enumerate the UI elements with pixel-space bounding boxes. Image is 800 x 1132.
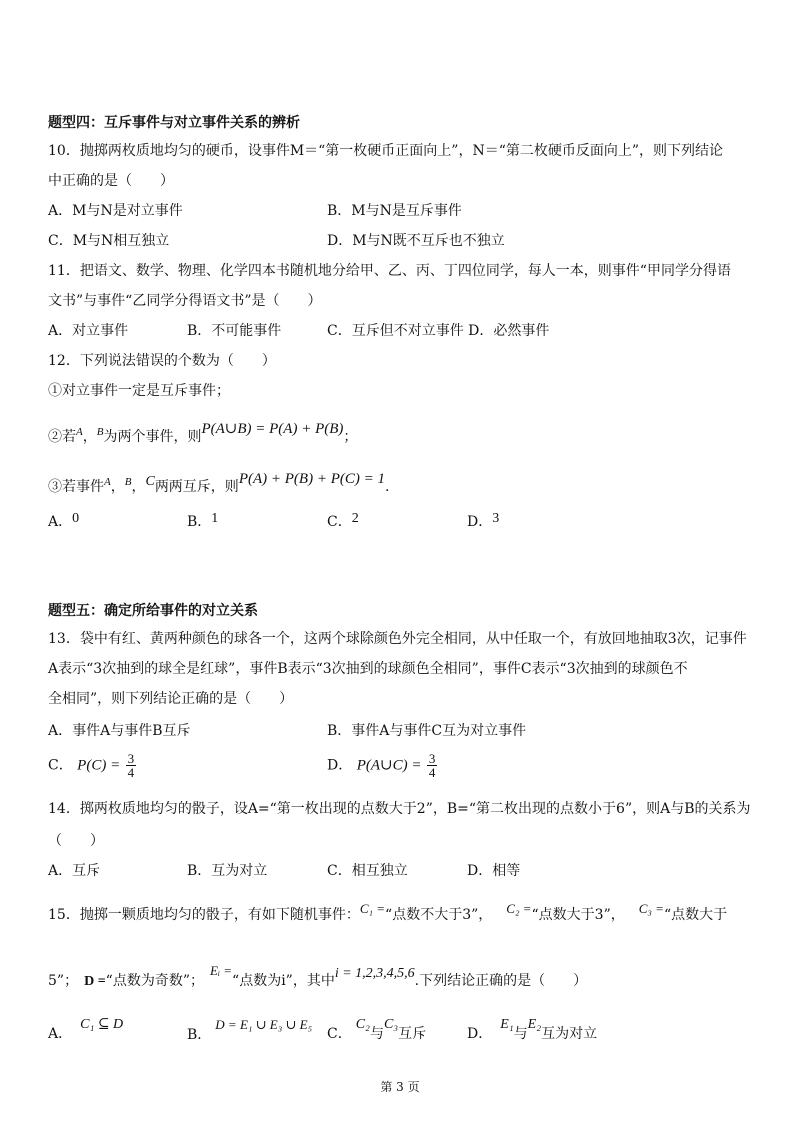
q15-option-c: C．C₂与C₃互斥 (327, 1017, 427, 1042)
q13-option-b: B．事件A与事件C互为对立事件 (327, 723, 527, 739)
q13-stem-line2: A表示“3次抽到的球全是红球”，事件B表示“3次抽到的球颜色全相同”，事件C表示“3次抽到的球颜色不 (48, 661, 688, 677)
q12-stem: 12．下列说法错误的个数为（ ） (48, 353, 276, 369)
fraction: $\frac{3}{4}$ (127, 751, 135, 780)
q12-formula-2: P(A) + P(B) + P(C) = 1 (238, 471, 385, 487)
q10-option-b: B．M与N是互斥事件 (327, 203, 462, 219)
q11-stem-line2: 文书”与事件“乙同学分得语文书”是（ ） (48, 293, 322, 309)
q12-formula-1: P(A∪B) = P(A) + P(B) (201, 421, 344, 437)
q13-option-d: D． P(A∪C) = $\frac{3}{4}$ (327, 751, 436, 780)
q10-stem-line1: 10．抛掷两枚质地均匀的硬币，设事件M＝“第一枚硬币正面向上”，N＝“第二枚硬币反面向上”，则下列结论 (48, 143, 724, 159)
q15-option-a: A．C₁ ⊆ D (48, 1017, 124, 1042)
page-number: 第 3 页 (380, 1080, 420, 1094)
q12-option-a: A．0 (48, 511, 80, 530)
q10-option-a: A．M与N是对立事件 (48, 203, 183, 219)
q12-statement-3: ③若事件$^A$，$^B$，C两两互斥，则P(A) + P(B) + P(C) = 1. (48, 471, 390, 495)
q10-option-d: D．M与N既不互斥也不独立 (327, 233, 505, 249)
q11-option-b: B．不可能事件 (187, 323, 282, 339)
q13-option-a: A．事件A与事件B互斥 (48, 723, 191, 739)
q13-stem-line3: 全相同”，则下列结论正确的是（ ） (48, 691, 294, 707)
q15-option-b: B．D = E₁ ∪ E₃ ∪ E₅ (187, 1017, 313, 1043)
q14-option-d: D．相等 (467, 863, 521, 879)
q14-option-b: B．互为对立 (187, 863, 268, 879)
q15-option-d: D．E₁与E₂互为对立 (467, 1017, 598, 1042)
q11-option-a: A．对立事件 (48, 323, 129, 339)
q11-stem-line1: 11．把语文、数学、物理、化学四本书随机地分给甲、乙、丙、丁四位同学，每人一本，则事件“甲同学分得语 (48, 263, 731, 279)
q12-option-b: B．1 (187, 511, 219, 530)
q14-option-c: C．相互独立 (327, 863, 408, 879)
q12-option-d: D．3 (467, 511, 500, 530)
section-4-heading: 题型四：互斥事件与对立事件关系的辨析 (48, 115, 300, 131)
q13-option-c: C． P(C) = $\frac{3}{4}$ (48, 751, 135, 780)
q11-option-c-d: C．互斥但不对立事件 D．必然事件 (327, 323, 550, 339)
q15-stem-line1: 15．抛掷一颗质地均匀的骰子，有如下随机事件：C₁ =“点数不大于3”， C₂ =“点数大于3”， C₃ =“点数大于 (48, 901, 728, 923)
q12-statement-1: ①对立事件一定是互斥事件； (48, 383, 230, 399)
q12-option-c: C．2 (327, 511, 359, 530)
q14-stem-line1: 14．掷两枚质地均匀的骰子，设A=“第一枚出现的点数大于2”，B=“第二枚出现的点数小于6”，则A与B的关系为 (48, 801, 751, 817)
q14-stem-line2: （ ） (48, 833, 104, 849)
section-5-heading: 题型五：确定所给事件的对立关系 (48, 603, 258, 619)
q10-option-c: C．M与N相互独立 (48, 233, 170, 249)
q12-statement-2: ②若$^A$，$^B$为两个事件，则P(A∪B) = P(A) + P(B)； (48, 421, 358, 445)
q10-stem-line2: 中正确的是（ ） (48, 173, 174, 189)
q13-stem-line1: 13．袋中有红、黄两种颜色的球各一个，这两个球除颜色外完全相同，从中任取一个，有放回地抽取3次，记事件 (48, 631, 747, 647)
q14-option-a: A．互斥 (48, 863, 101, 879)
q15-stem-line2: 5”； D =“点数为奇数”；Eᵢ =“点数为i”，其中i = 1,2,3,4,5,6.下列结论正确的是（ ） (48, 963, 588, 989)
fraction: $\frac{3}{4}$ (428, 751, 436, 780)
